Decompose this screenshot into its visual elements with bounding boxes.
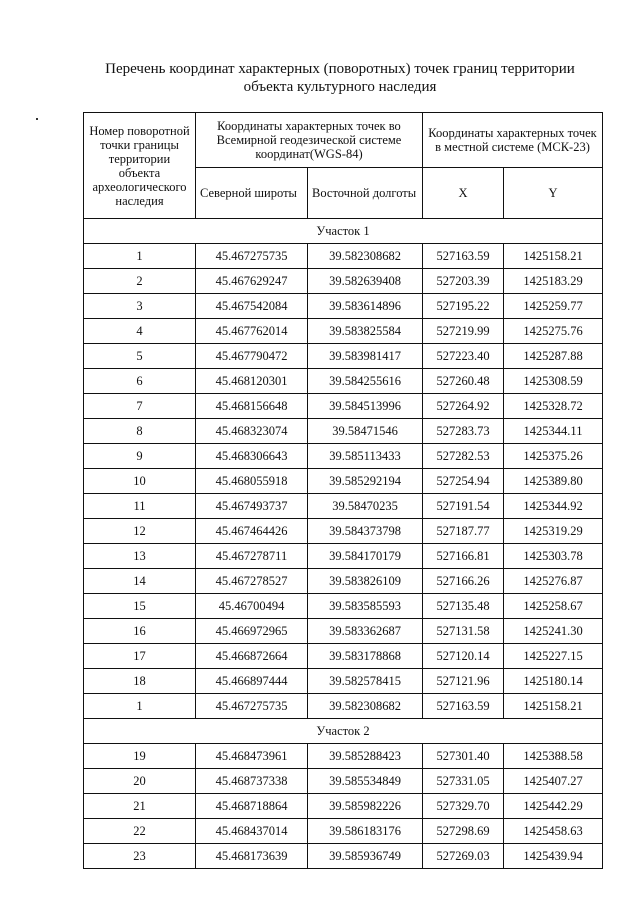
x-cell: 527331.05	[423, 769, 504, 794]
table-row	[84, 819, 603, 844]
table-row	[84, 569, 603, 594]
x-cell: 527166.81	[423, 544, 504, 569]
y-cell: 1425227.15	[504, 644, 603, 669]
x-cell: 527131.58	[423, 619, 504, 644]
y-cell: 1425328.72	[504, 394, 603, 419]
point-number-cell: 17	[84, 644, 196, 669]
point-number-cell: 21	[84, 794, 196, 819]
x-cell: 527166.26	[423, 569, 504, 594]
latitude-cell: 45.467493737	[196, 494, 308, 519]
table-row	[84, 469, 603, 494]
latitude-cell: 45.468120301	[196, 369, 308, 394]
latitude-cell: 45.467542084	[196, 294, 308, 319]
y-cell: 1425275.76	[504, 319, 603, 344]
y-cell: 1425276.87	[504, 569, 603, 594]
point-number-cell: 6	[84, 369, 196, 394]
longitude-cell: 39.583825584	[308, 319, 423, 344]
longitude-cell: 39.583178868	[308, 644, 423, 669]
header-wgs: Координаты характерных точек во Всемирной геодезической системе координат(WGS-84)	[196, 113, 423, 168]
longitude-cell: 39.584170179	[308, 544, 423, 569]
point-number-cell: 20	[84, 769, 196, 794]
table-row	[84, 519, 603, 544]
table-row	[84, 344, 603, 369]
latitude-cell: 45.467278527	[196, 569, 308, 594]
y-cell: 1425180.14	[504, 669, 603, 694]
point-number-cell: 9	[84, 444, 196, 469]
section-label: Участок 1	[84, 219, 603, 244]
header-x: X	[423, 168, 504, 219]
latitude-cell: 45.466872664	[196, 644, 308, 669]
longitude-cell: 39.58471546	[308, 419, 423, 444]
header-lon: Восточной долготы	[308, 168, 423, 219]
y-cell: 1425183.29	[504, 269, 603, 294]
latitude-cell: 45.468173639	[196, 844, 308, 869]
x-cell: 527195.22	[423, 294, 504, 319]
section-row	[84, 219, 603, 244]
y-cell: 1425158.21	[504, 694, 603, 719]
table-row	[84, 844, 603, 869]
title-line-1: Перечень координат характерных (поворотных) точек границ территории	[105, 61, 575, 77]
longitude-cell: 39.583981417	[308, 344, 423, 369]
x-cell: 527254.94	[423, 469, 504, 494]
x-cell: 527223.40	[423, 344, 504, 369]
longitude-cell: 39.583585593	[308, 594, 423, 619]
coordinates-table	[83, 112, 603, 869]
x-cell: 527282.53	[423, 444, 504, 469]
y-cell: 1425458.63	[504, 819, 603, 844]
longitude-cell: 39.583362687	[308, 619, 423, 644]
table-row	[84, 744, 603, 769]
latitude-cell: 45.467275735	[196, 244, 308, 269]
latitude-cell: 45.467464426	[196, 519, 308, 544]
latitude-cell: 45.468323074	[196, 419, 308, 444]
point-number-cell: 11	[84, 494, 196, 519]
table-row	[84, 644, 603, 669]
table-row	[84, 669, 603, 694]
x-cell: 527264.92	[423, 394, 504, 419]
y-cell: 1425308.59	[504, 369, 603, 394]
y-cell: 1425158.21	[504, 244, 603, 269]
table-row	[84, 594, 603, 619]
table-row	[84, 394, 603, 419]
point-number-cell: 18	[84, 669, 196, 694]
table-row	[84, 369, 603, 394]
document-title	[70, 60, 610, 96]
longitude-cell: 39.585982226	[308, 794, 423, 819]
table-row	[84, 244, 603, 269]
longitude-cell: 39.583614896	[308, 294, 423, 319]
point-number-cell: 23	[84, 844, 196, 869]
latitude-cell: 45.468437014	[196, 819, 308, 844]
latitude-cell: 45.467790472	[196, 344, 308, 369]
point-number-cell: 3	[84, 294, 196, 319]
point-number-cell: 16	[84, 619, 196, 644]
latitude-cell: 45.468737338	[196, 769, 308, 794]
point-number-cell: 1	[84, 244, 196, 269]
longitude-cell: 39.584373798	[308, 519, 423, 544]
table-row	[84, 794, 603, 819]
table-row	[84, 319, 603, 344]
latitude-cell: 45.466972965	[196, 619, 308, 644]
latitude-cell: 45.468306643	[196, 444, 308, 469]
longitude-cell: 39.585292194	[308, 469, 423, 494]
table-row	[84, 294, 603, 319]
latitude-cell: 45.466897444	[196, 669, 308, 694]
y-cell: 1425303.78	[504, 544, 603, 569]
latitude-cell: 45.467762014	[196, 319, 308, 344]
latitude-cell: 45.467275735	[196, 694, 308, 719]
longitude-cell: 39.585936749	[308, 844, 423, 869]
x-cell: 527298.69	[423, 819, 504, 844]
table-row	[84, 769, 603, 794]
point-number-cell: 14	[84, 569, 196, 594]
table-row	[84, 494, 603, 519]
point-number-cell: 19	[84, 744, 196, 769]
header-lat: Северной широты	[196, 168, 308, 219]
point-number-cell: 12	[84, 519, 196, 544]
x-cell: 527135.48	[423, 594, 504, 619]
x-cell: 527283.73	[423, 419, 504, 444]
longitude-cell: 39.582308682	[308, 244, 423, 269]
header-row-top	[84, 113, 603, 168]
longitude-cell: 39.583826109	[308, 569, 423, 594]
x-cell: 527269.03	[423, 844, 504, 869]
x-cell: 527260.48	[423, 369, 504, 394]
x-cell: 527301.40	[423, 744, 504, 769]
latitude-cell: 45.468718864	[196, 794, 308, 819]
header-local: Координаты характерных точек в местной системе (МСК-23)	[423, 113, 603, 168]
latitude-cell: 45.467278711	[196, 544, 308, 569]
coordinates-table-body	[84, 113, 603, 869]
point-number-cell: 2	[84, 269, 196, 294]
longitude-cell: 39.582639408	[308, 269, 423, 294]
point-number-cell: 8	[84, 419, 196, 444]
longitude-cell: 39.585288423	[308, 744, 423, 769]
y-cell: 1425241.30	[504, 619, 603, 644]
x-cell: 527121.96	[423, 669, 504, 694]
x-cell: 527163.59	[423, 694, 504, 719]
latitude-cell: 45.468055918	[196, 469, 308, 494]
point-number-cell: 10	[84, 469, 196, 494]
y-cell: 1425439.94	[504, 844, 603, 869]
section-row	[84, 719, 603, 744]
section-label: Участок 2	[84, 719, 603, 744]
longitude-cell: 39.585534849	[308, 769, 423, 794]
table-row	[84, 269, 603, 294]
x-cell: 527329.70	[423, 794, 504, 819]
table-row	[84, 419, 603, 444]
longitude-cell: 39.582308682	[308, 694, 423, 719]
latitude-cell: 45.46700494	[196, 594, 308, 619]
table-row	[84, 619, 603, 644]
y-cell: 1425388.58	[504, 744, 603, 769]
point-number-cell: 7	[84, 394, 196, 419]
scan-speck	[36, 118, 38, 120]
y-cell: 1425344.11	[504, 419, 603, 444]
y-cell: 1425442.29	[504, 794, 603, 819]
latitude-cell: 45.467629247	[196, 269, 308, 294]
y-cell: 1425319.29	[504, 519, 603, 544]
longitude-cell: 39.58470235	[308, 494, 423, 519]
title-line-2: объекта культурного наследия	[243, 79, 437, 95]
y-cell: 1425287.88	[504, 344, 603, 369]
header-point-number: Номер поворотной точки границы территории объекта археологического наследия	[84, 113, 196, 219]
point-number-cell: 1	[84, 694, 196, 719]
x-cell: 527191.54	[423, 494, 504, 519]
longitude-cell: 39.584255616	[308, 369, 423, 394]
table-row	[84, 544, 603, 569]
y-cell: 1425375.26	[504, 444, 603, 469]
longitude-cell: 39.584513996	[308, 394, 423, 419]
latitude-cell: 45.468156648	[196, 394, 308, 419]
point-number-cell: 5	[84, 344, 196, 369]
longitude-cell: 39.585113433	[308, 444, 423, 469]
point-number-cell: 13	[84, 544, 196, 569]
table-row	[84, 694, 603, 719]
point-number-cell: 15	[84, 594, 196, 619]
y-cell: 1425389.80	[504, 469, 603, 494]
y-cell: 1425259.77	[504, 294, 603, 319]
point-number-cell: 22	[84, 819, 196, 844]
y-cell: 1425258.67	[504, 594, 603, 619]
longitude-cell: 39.586183176	[308, 819, 423, 844]
x-cell: 527203.39	[423, 269, 504, 294]
y-cell: 1425407.27	[504, 769, 603, 794]
x-cell: 527219.99	[423, 319, 504, 344]
x-cell: 527120.14	[423, 644, 504, 669]
y-cell: 1425344.92	[504, 494, 603, 519]
table-row	[84, 444, 603, 469]
x-cell: 527187.77	[423, 519, 504, 544]
x-cell: 527163.59	[423, 244, 504, 269]
latitude-cell: 45.468473961	[196, 744, 308, 769]
longitude-cell: 39.582578415	[308, 669, 423, 694]
point-number-cell: 4	[84, 319, 196, 344]
header-y: Y	[504, 168, 603, 219]
